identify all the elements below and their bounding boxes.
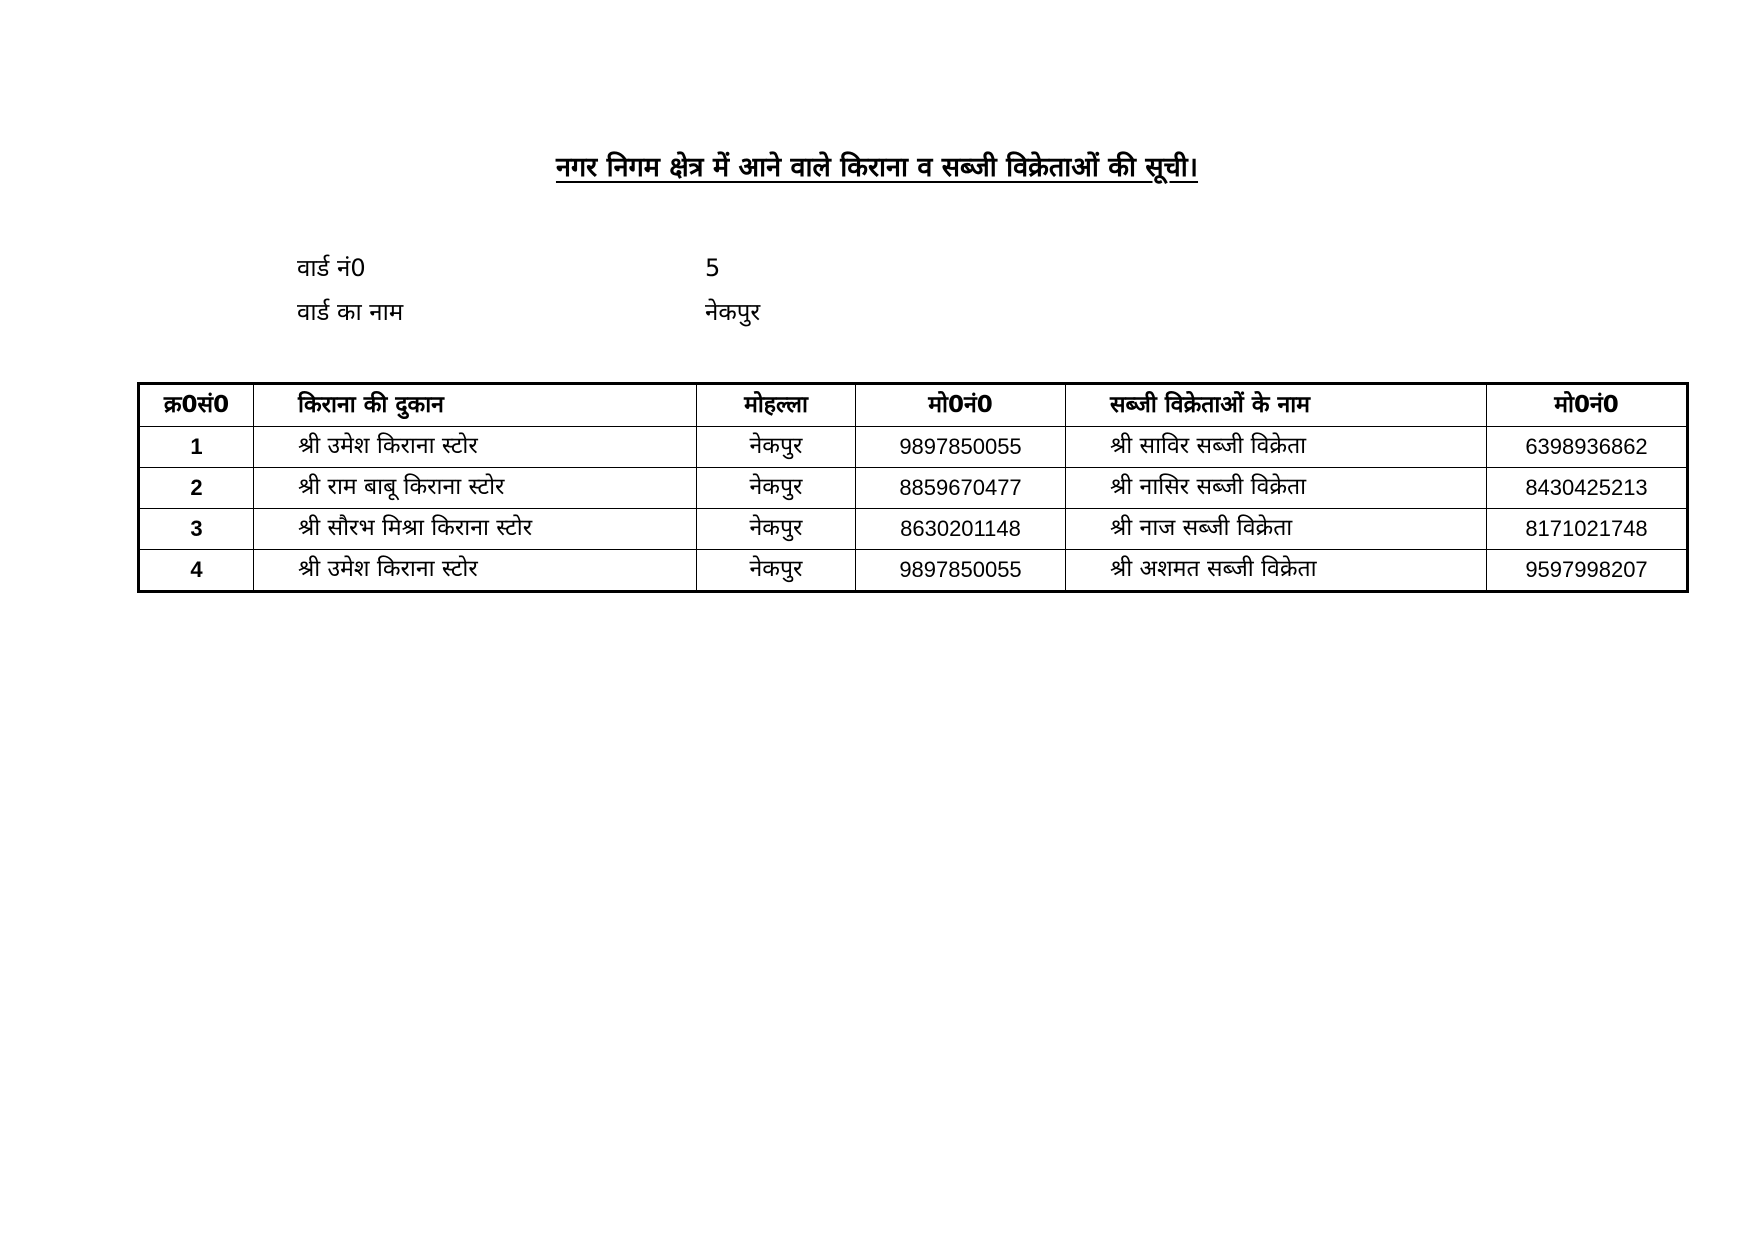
cell-vendor-mobile: 8430425213 bbox=[1487, 468, 1688, 509]
vendors-table bbox=[137, 382, 1689, 593]
ward-number-label: वार्ड नं0 bbox=[297, 254, 366, 282]
cell-vendor-mobile: 6398936862 bbox=[1487, 427, 1688, 468]
table-header-row bbox=[139, 384, 1688, 427]
cell-vendor-mobile: 9597998207 bbox=[1487, 550, 1688, 592]
table-row bbox=[139, 427, 1688, 468]
cell-vegetable-vendor: श्री नाज सब्जी विक्रेता bbox=[1066, 509, 1487, 550]
cell-vendor-mobile: 8171021748 bbox=[1487, 509, 1688, 550]
header-vegetable-vendor: सब्जी विक्रेताओं के नाम bbox=[1066, 384, 1487, 427]
cell-serial-number: 2 bbox=[139, 468, 254, 509]
cell-shop-mobile: 9897850055 bbox=[856, 550, 1066, 592]
cell-serial-number: 1 bbox=[139, 427, 254, 468]
cell-shop-mobile: 8630201148 bbox=[856, 509, 1066, 550]
ward-name-value: नेकपुर bbox=[705, 298, 761, 326]
table-row bbox=[139, 550, 1688, 592]
page-title bbox=[0, 152, 1754, 184]
cell-vegetable-vendor: श्री अशमत सब्जी विक्रेता bbox=[1066, 550, 1487, 592]
header-mohalla: मोहल्ला bbox=[697, 384, 856, 427]
table-row bbox=[139, 509, 1688, 550]
cell-mohalla: नेकपुर bbox=[697, 468, 856, 509]
cell-serial-number: 4 bbox=[139, 550, 254, 592]
ward-number-value: 5 bbox=[705, 254, 721, 282]
cell-mohalla: नेकपुर bbox=[697, 550, 856, 592]
ward-name-label: वार्ड का नाम bbox=[297, 298, 404, 326]
cell-shop-mobile: 9897850055 bbox=[856, 427, 1066, 468]
cell-grocery-shop: श्री उमेश किराना स्टोर bbox=[254, 427, 697, 468]
cell-vegetable-vendor: श्री साविर सब्जी विक्रेता bbox=[1066, 427, 1487, 468]
header-grocery-shop: किराना की दुकान bbox=[254, 384, 697, 427]
cell-grocery-shop: श्री सौरभ मिश्रा किराना स्टोर bbox=[254, 509, 697, 550]
header-serial-number: क्र0सं0 bbox=[139, 384, 254, 427]
cell-shop-mobile: 8859670477 bbox=[856, 468, 1066, 509]
header-vendor-mobile: मो0नं0 bbox=[1487, 384, 1688, 427]
cell-vegetable-vendor: श्री नासिर सब्जी विक्रेता bbox=[1066, 468, 1487, 509]
cell-mohalla: नेकपुर bbox=[697, 427, 856, 468]
cell-mohalla: नेकपुर bbox=[697, 509, 856, 550]
table-row bbox=[139, 468, 1688, 509]
page-title-text: नगर निगम क्षेत्र में आने वाले किराना व सब्जी विक्रेताओं की सूची। bbox=[555, 152, 1199, 183]
header-shop-mobile: मो0नं0 bbox=[856, 384, 1066, 427]
cell-serial-number: 3 bbox=[139, 509, 254, 550]
cell-grocery-shop: श्री उमेश किराना स्टोर bbox=[254, 550, 697, 592]
cell-grocery-shop: श्री राम बाबू किराना स्टोर bbox=[254, 468, 697, 509]
